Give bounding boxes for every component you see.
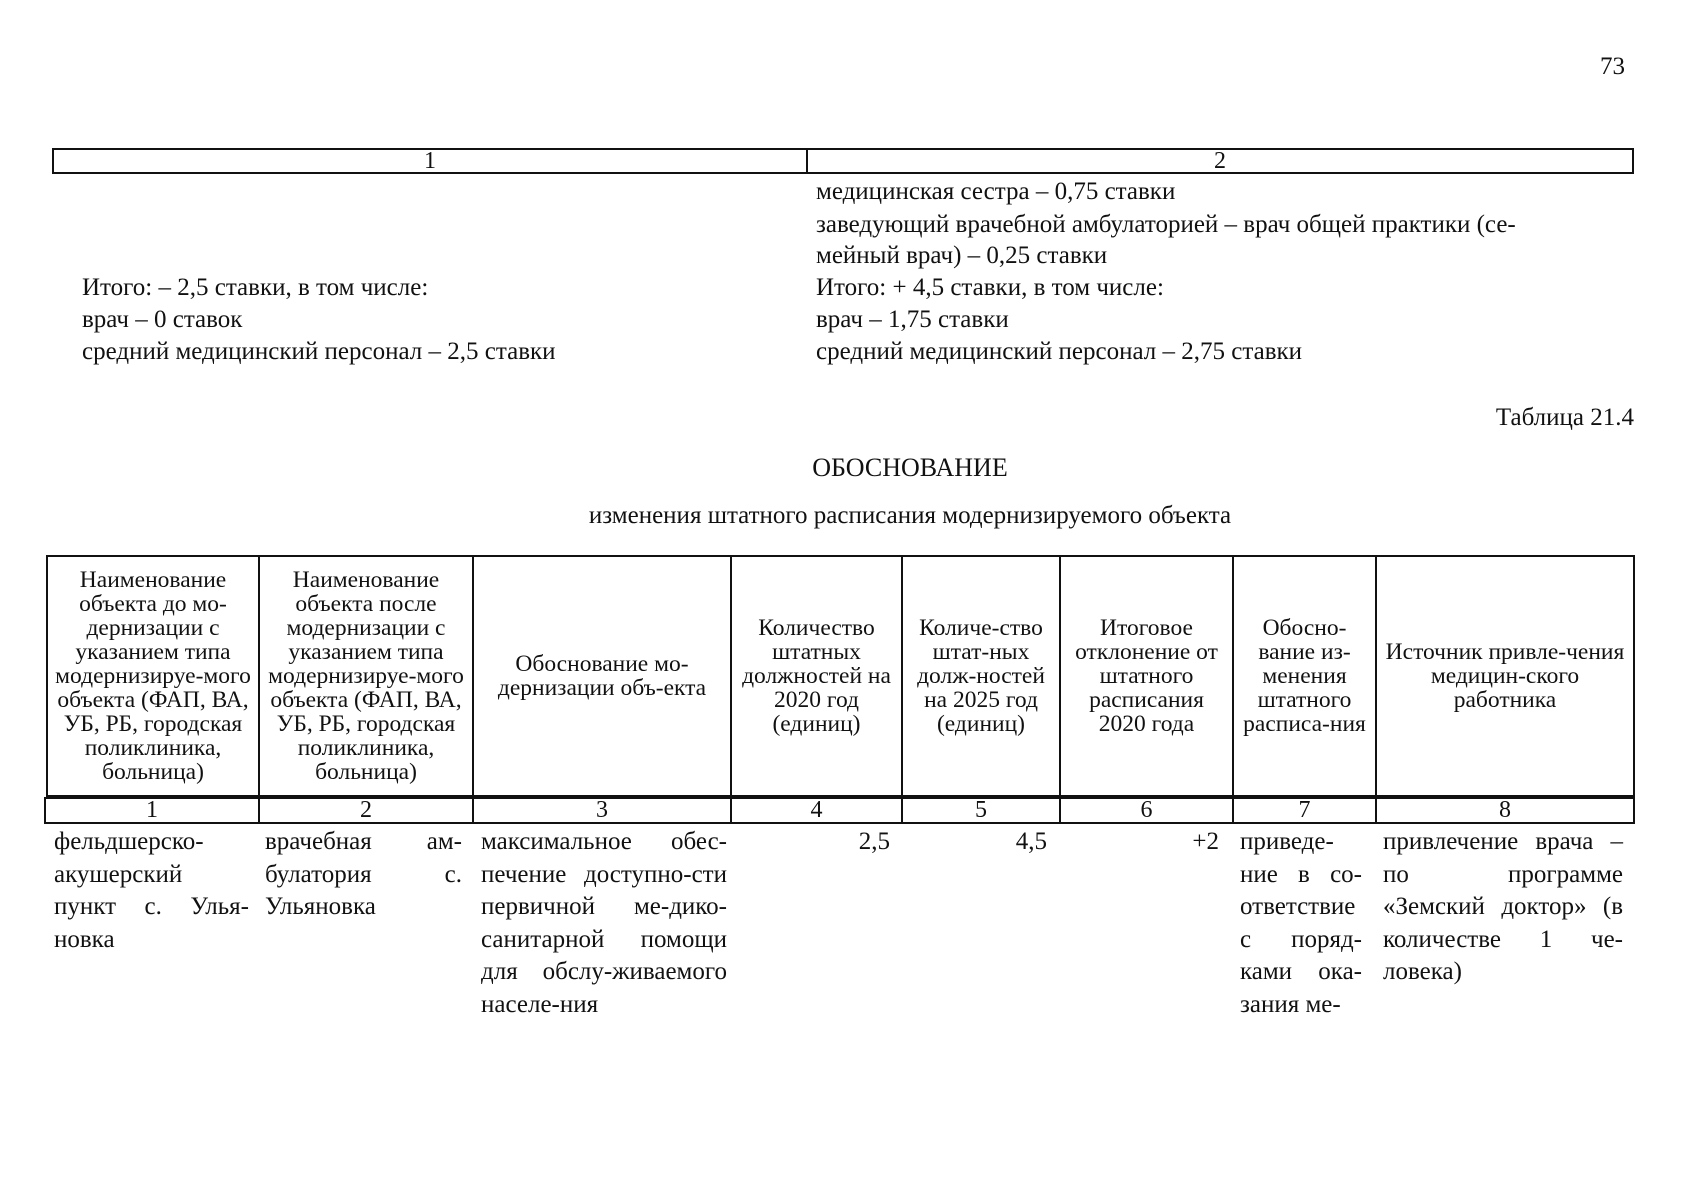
staff-line: средний медицинский персонал – 2,5 ставки — [82, 338, 556, 365]
cell-deviation: +2 — [1192, 828, 1219, 855]
column-number-row — [44, 797, 1635, 824]
column-number: 4 — [732, 799, 903, 822]
header-cell: Источник привле-чения медицин-ского работника — [1385, 639, 1625, 713]
column-number-1: 1 — [54, 150, 808, 172]
cell-staff-2020: 2,5 — [858, 828, 890, 855]
staff-line: мейный врач) – 0,25 ставки — [816, 242, 1108, 269]
header-cell: Итоговое отклонение от штатного расписания 2020 года — [1061, 557, 1234, 795]
staff-line: врач – 1,75 ставки — [816, 306, 1009, 333]
column-number: 8 — [1499, 797, 1511, 823]
column-number: 3 — [474, 799, 732, 822]
total-line: Итого: + 4,5 ставки, в том числе: — [816, 274, 1164, 301]
cell-staff-2025: 4,5 — [1015, 828, 1047, 855]
cell-change-reason: приведе-ние в со-ответствие с поряд-ками ока-зания ме- — [1240, 828, 1362, 1018]
column-number: 1 — [46, 799, 260, 822]
staff-line: медицинская сестра – 0,75 ставки — [816, 178, 1176, 205]
table-label: Таблица 21.4 — [1495, 404, 1634, 431]
header-cell: Обосно-вание из-менения штатного расписа-ния — [1234, 557, 1377, 795]
staff-line: заведующий врачебной амбулаторией – врач общей практики (се- — [816, 211, 1516, 238]
cell-staff-source: привлечение врача – по программе «Земский доктор» (в количестве 1 че-ловека) — [1383, 828, 1623, 985]
column-number: 7 — [1234, 799, 1377, 822]
page-number: 73 — [1600, 53, 1625, 80]
header-cell: Наименование объекта до мо-дернизации с указанием типа модернизируе-мого объекта (ФАП, ВА, УБ, РБ, городская поликлиника, больница) — [48, 557, 260, 795]
cell-justification: максимальное обес-печение доступно-сти первичной ме-дико-санитарной помощи для обслу-живаемого населе-ния — [481, 828, 727, 1018]
continuation-table-header — [52, 148, 1634, 174]
header-cell: Обоснование мо-дернизации объ-екта — [474, 557, 732, 795]
header-cell: Количе-ство штат-ных долж-ностей на 2025 год (единиц) — [903, 557, 1061, 795]
header-cell: Количество штатных должностей на 2020 год (единиц) — [732, 557, 903, 795]
justification-table-header — [46, 555, 1635, 797]
column-number: 6 — [1061, 799, 1234, 822]
header-cell: Наименование объекта после модернизации с указанием типа модернизируе-мого объекта (ФАП, ВА, УБ, РБ, городская поликлиника, больница) — [260, 557, 474, 795]
cell-object-before: фельдшерско-акушерский пункт с. Улья-новка — [54, 828, 249, 953]
column-number: 5 — [903, 799, 1061, 822]
document-title: ОБОСНОВАНИЕ — [812, 453, 1008, 482]
staff-line: средний медицинский персонал – 2,75 ставки — [816, 338, 1303, 365]
total-line: Итого: – 2,5 ставки, в том числе: — [82, 274, 429, 301]
document-subtitle: изменения штатного расписания модернизируемого объекта — [588, 502, 1232, 529]
cell-object-after: врачебная ам-булатория с. Ульяновка — [265, 828, 462, 920]
column-number-2: 2 — [1214, 148, 1226, 174]
staff-line: врач – 0 ставок — [82, 306, 243, 333]
column-number: 2 — [260, 799, 474, 822]
